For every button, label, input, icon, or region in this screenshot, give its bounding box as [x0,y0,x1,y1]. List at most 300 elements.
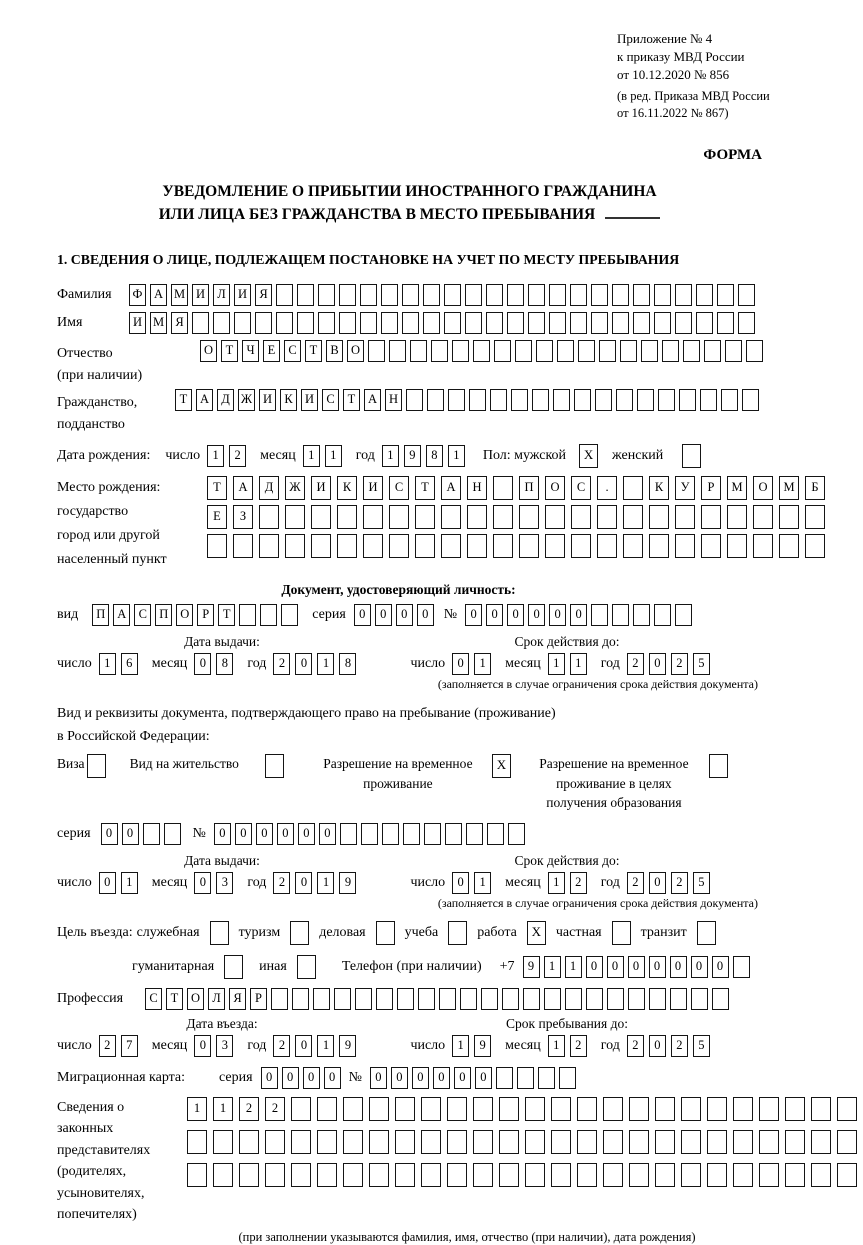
char-cell[interactable]: 0 [370,1067,387,1089]
char-cell[interactable]: 2 [273,653,290,675]
char-cell[interactable] [502,988,519,1010]
char-cell[interactable] [343,1130,363,1154]
char-cell[interactable]: У [675,476,695,500]
char-cell[interactable] [577,1163,597,1187]
char-cell[interactable] [517,1067,534,1089]
char-cell[interactable] [213,1163,233,1187]
char-cell[interactable]: 2 [99,1035,116,1057]
char-cell[interactable] [421,1097,441,1121]
char-cell[interactable] [616,389,633,411]
char-cell[interactable] [574,389,591,411]
char-cell[interactable] [389,534,409,558]
char-cell[interactable]: Ф [129,284,146,306]
char-cell[interactable] [649,505,669,529]
char-cell[interactable] [423,284,440,306]
char-cell[interactable] [649,988,666,1010]
char-cell[interactable]: И [301,389,318,411]
char-cell[interactable] [441,505,461,529]
char-cell[interactable] [785,1163,805,1187]
purpose-sluzhebnaya-checkbox[interactable] [210,921,229,945]
char-cell[interactable]: 1 [448,445,465,467]
char-cell[interactable]: 9 [339,1035,356,1057]
char-cell[interactable] [536,340,553,362]
char-cell[interactable] [473,340,490,362]
char-cell[interactable] [493,505,513,529]
char-cell[interactable] [597,505,617,529]
char-cell[interactable] [696,312,713,334]
char-cell[interactable] [445,823,462,845]
char-cell[interactable]: М [779,476,799,500]
char-cell[interactable]: О [187,988,204,1010]
char-cell[interactable]: З [233,505,253,529]
char-cell[interactable] [591,312,608,334]
char-cell[interactable]: 0 [396,604,413,626]
char-cell[interactable] [239,604,256,626]
char-cell[interactable]: 0 [391,1067,408,1089]
char-cell[interactable] [549,312,566,334]
char-cell[interactable] [753,505,773,529]
char-cell[interactable]: 0 [433,1067,450,1089]
char-cell[interactable] [292,988,309,1010]
char-cell[interactable]: 8 [339,653,356,675]
char-cell[interactable]: 9 [404,445,421,467]
char-cell[interactable]: 0 [670,956,687,978]
char-cell[interactable]: Т [221,340,238,362]
char-cell[interactable]: О [176,604,193,626]
char-cell[interactable]: В [326,340,343,362]
char-cell[interactable] [532,389,549,411]
char-cell[interactable] [655,1163,675,1187]
char-cell[interactable] [707,1130,727,1154]
char-cell[interactable] [376,988,393,1010]
char-cell[interactable]: И [129,312,146,334]
char-cell[interactable]: 0 [607,956,624,978]
char-cell[interactable] [421,1130,441,1154]
char-cell[interactable]: 0 [295,1035,312,1057]
char-cell[interactable] [633,284,650,306]
char-cell[interactable]: 0 [319,823,336,845]
char-cell[interactable]: А [113,604,130,626]
char-cell[interactable] [577,1097,597,1121]
char-cell[interactable]: Р [701,476,721,500]
char-cell[interactable] [317,1130,337,1154]
char-cell[interactable] [469,389,486,411]
char-cell[interactable] [738,312,755,334]
char-cell[interactable]: 1 [548,653,565,675]
purpose-chastnaya-checkbox[interactable] [612,921,631,945]
char-cell[interactable]: 0 [452,653,469,675]
char-cell[interactable] [291,1130,311,1154]
char-cell[interactable] [427,389,444,411]
char-cell[interactable] [318,284,335,306]
char-cell[interactable] [727,505,747,529]
purpose-rabota-checkbox[interactable]: X [527,921,546,945]
char-cell[interactable]: Т [166,988,183,1010]
char-cell[interactable] [395,1130,415,1154]
char-cell[interactable] [717,284,734,306]
char-cell[interactable]: 1 [548,872,565,894]
char-cell[interactable] [403,823,420,845]
char-cell[interactable] [629,1130,649,1154]
char-cell[interactable] [519,534,539,558]
char-cell[interactable] [733,1097,753,1121]
char-cell[interactable] [586,988,603,1010]
char-cell[interactable]: 2 [671,1035,688,1057]
purpose-delovaya-checkbox[interactable] [376,921,395,945]
char-cell[interactable] [811,1130,831,1154]
char-cell[interactable] [623,534,643,558]
char-cell[interactable]: 0 [375,604,392,626]
char-cell[interactable] [675,505,695,529]
char-cell[interactable] [271,988,288,1010]
char-cell[interactable] [551,1097,571,1121]
char-cell[interactable] [239,1130,259,1154]
temp-residence-checkbox[interactable]: X [492,754,511,778]
char-cell[interactable]: 1 [544,956,561,978]
char-cell[interactable] [291,1097,311,1121]
char-cell[interactable] [481,988,498,1010]
char-cell[interactable] [448,389,465,411]
char-cell[interactable]: 5 [693,872,710,894]
char-cell[interactable] [779,534,799,558]
char-cell[interactable] [528,312,545,334]
char-cell[interactable] [607,988,624,1010]
char-cell[interactable]: О [200,340,217,362]
char-cell[interactable] [805,534,825,558]
char-cell[interactable] [402,312,419,334]
char-cell[interactable] [164,823,181,845]
char-cell[interactable] [439,988,456,1010]
char-cell[interactable] [259,534,279,558]
char-cell[interactable] [473,1097,493,1121]
char-cell[interactable]: 5 [693,653,710,675]
char-cell[interactable]: . [597,476,617,500]
char-cell[interactable]: 0 [256,823,273,845]
char-cell[interactable]: Д [217,389,234,411]
char-cell[interactable]: 2 [627,872,644,894]
char-cell[interactable] [701,534,721,558]
char-cell[interactable]: 0 [277,823,294,845]
char-cell[interactable]: Т [218,604,235,626]
char-cell[interactable]: 1 [99,653,116,675]
char-cell[interactable] [704,340,721,362]
char-cell[interactable]: 9 [523,956,540,978]
char-cell[interactable]: П [519,476,539,500]
char-cell[interactable]: М [171,284,188,306]
char-cell[interactable] [233,534,253,558]
char-cell[interactable]: И [234,284,251,306]
char-cell[interactable] [406,389,423,411]
char-cell[interactable]: 1 [325,445,342,467]
char-cell[interactable]: О [753,476,773,500]
char-cell[interactable] [727,534,747,558]
char-cell[interactable] [311,534,331,558]
char-cell[interactable]: Т [415,476,435,500]
char-cell[interactable]: 2 [229,445,246,467]
char-cell[interactable]: Ж [285,476,305,500]
char-cell[interactable] [628,988,645,1010]
char-cell[interactable]: 0 [194,1035,211,1057]
char-cell[interactable] [591,284,608,306]
char-cell[interactable]: И [311,476,331,500]
char-cell[interactable]: 0 [628,956,645,978]
char-cell[interactable] [431,340,448,362]
char-cell[interactable]: О [347,340,364,362]
char-cell[interactable] [397,988,414,1010]
char-cell[interactable]: Т [207,476,227,500]
char-cell[interactable] [559,1067,576,1089]
char-cell[interactable] [418,988,435,1010]
char-cell[interactable] [612,312,629,334]
char-cell[interactable]: 6 [121,653,138,675]
char-cell[interactable] [311,505,331,529]
char-cell[interactable]: С [284,340,301,362]
char-cell[interactable] [239,1163,259,1187]
char-cell[interactable]: 0 [214,823,231,845]
char-cell[interactable]: А [441,476,461,500]
char-cell[interactable] [599,340,616,362]
char-cell[interactable] [415,534,435,558]
char-cell[interactable]: 8 [426,445,443,467]
char-cell[interactable] [213,1130,233,1154]
char-cell[interactable]: 0 [452,872,469,894]
char-cell[interactable]: 0 [549,604,566,626]
char-cell[interactable] [670,988,687,1010]
char-cell[interactable]: 2 [239,1097,259,1121]
char-cell[interactable] [285,534,305,558]
char-cell[interactable]: 0 [649,653,666,675]
char-cell[interactable] [549,284,566,306]
char-cell[interactable] [447,1097,467,1121]
char-cell[interactable]: 0 [122,823,139,845]
char-cell[interactable] [499,1163,519,1187]
char-cell[interactable]: 1 [207,445,224,467]
char-cell[interactable] [465,284,482,306]
char-cell[interactable] [658,389,675,411]
char-cell[interactable] [612,604,629,626]
char-cell[interactable] [260,604,277,626]
char-cell[interactable] [508,823,525,845]
char-cell[interactable] [570,312,587,334]
char-cell[interactable]: С [145,988,162,1010]
char-cell[interactable]: 1 [382,445,399,467]
char-cell[interactable]: 0 [412,1067,429,1089]
char-cell[interactable]: 1 [474,653,491,675]
char-cell[interactable]: 0 [194,872,211,894]
char-cell[interactable] [538,1067,555,1089]
char-cell[interactable]: С [389,476,409,500]
char-cell[interactable] [318,312,335,334]
char-cell[interactable] [360,284,377,306]
char-cell[interactable]: 5 [693,1035,710,1057]
char-cell[interactable] [486,284,503,306]
char-cell[interactable] [395,1097,415,1121]
char-cell[interactable] [679,389,696,411]
char-cell[interactable] [360,312,377,334]
char-cell[interactable] [707,1097,727,1121]
char-cell[interactable]: А [196,389,213,411]
char-cell[interactable] [297,312,314,334]
char-cell[interactable]: К [337,476,357,500]
char-cell[interactable]: 1 [565,956,582,978]
char-cell[interactable] [507,284,524,306]
char-cell[interactable]: 1 [303,445,320,467]
char-cell[interactable] [467,534,487,558]
char-cell[interactable] [759,1097,779,1121]
char-cell[interactable]: 0 [99,872,116,894]
purpose-tranzit-checkbox[interactable] [697,921,716,945]
char-cell[interactable]: М [727,476,747,500]
char-cell[interactable] [528,284,545,306]
char-cell[interactable] [681,1097,701,1121]
char-cell[interactable] [683,340,700,362]
char-cell[interactable]: К [280,389,297,411]
char-cell[interactable]: Я [171,312,188,334]
char-cell[interactable] [603,1130,623,1154]
char-cell[interactable] [681,1130,701,1154]
char-cell[interactable]: 2 [671,872,688,894]
char-cell[interactable]: Л [208,988,225,1010]
char-cell[interactable] [811,1097,831,1121]
char-cell[interactable] [363,534,383,558]
char-cell[interactable] [557,340,574,362]
char-cell[interactable] [313,988,330,1010]
char-cell[interactable] [525,1097,545,1121]
char-cell[interactable]: 1 [317,1035,334,1057]
char-cell[interactable] [691,988,708,1010]
sex-male-checkbox[interactable]: X [579,444,598,468]
char-cell[interactable] [276,284,293,306]
char-cell[interactable]: 1 [317,653,334,675]
char-cell[interactable] [707,1163,727,1187]
char-cell[interactable]: Д [259,476,279,500]
char-cell[interactable] [511,389,528,411]
char-cell[interactable]: Т [343,389,360,411]
char-cell[interactable]: 1 [548,1035,565,1057]
char-cell[interactable] [447,1163,467,1187]
char-cell[interactable] [545,505,565,529]
char-cell[interactable]: 1 [187,1097,207,1121]
char-cell[interactable]: Е [263,340,280,362]
char-cell[interactable]: Н [385,389,402,411]
char-cell[interactable] [369,1097,389,1121]
char-cell[interactable] [571,505,591,529]
char-cell[interactable] [519,505,539,529]
char-cell[interactable] [551,1130,571,1154]
char-cell[interactable] [675,312,692,334]
char-cell[interactable] [570,284,587,306]
char-cell[interactable]: 7 [121,1035,138,1057]
char-cell[interactable] [486,312,503,334]
char-cell[interactable] [473,1130,493,1154]
char-cell[interactable] [578,340,595,362]
char-cell[interactable]: 0 [528,604,545,626]
char-cell[interactable] [753,534,773,558]
char-cell[interactable] [460,988,477,1010]
char-cell[interactable]: И [259,389,276,411]
char-cell[interactable]: 1 [474,872,491,894]
char-cell[interactable] [415,505,435,529]
purpose-inaya-checkbox[interactable] [297,955,316,979]
char-cell[interactable]: Н [467,476,487,500]
sex-female-checkbox[interactable] [682,444,701,468]
char-cell[interactable] [779,505,799,529]
char-cell[interactable] [187,1163,207,1187]
char-cell[interactable] [382,823,399,845]
char-cell[interactable]: 0 [712,956,729,978]
char-cell[interactable] [381,284,398,306]
char-cell[interactable] [363,505,383,529]
char-cell[interactable]: 0 [354,604,371,626]
char-cell[interactable]: Р [250,988,267,1010]
char-cell[interactable] [369,1130,389,1154]
char-cell[interactable]: 2 [273,1035,290,1057]
char-cell[interactable] [381,312,398,334]
char-cell[interactable] [265,1163,285,1187]
char-cell[interactable]: 2 [627,653,644,675]
char-cell[interactable] [701,505,721,529]
char-cell[interactable]: А [150,284,167,306]
char-cell[interactable] [317,1163,337,1187]
char-cell[interactable] [805,505,825,529]
char-cell[interactable] [493,534,513,558]
char-cell[interactable]: 0 [649,872,666,894]
char-cell[interactable] [733,1130,753,1154]
char-cell[interactable] [255,312,272,334]
char-cell[interactable] [355,988,372,1010]
char-cell[interactable]: 2 [570,1035,587,1057]
char-cell[interactable]: 0 [475,1067,492,1089]
char-cell[interactable] [649,534,669,558]
char-cell[interactable] [343,1163,363,1187]
char-cell[interactable] [633,312,650,334]
char-cell[interactable]: С [322,389,339,411]
char-cell[interactable]: О [545,476,565,500]
char-cell[interactable] [368,340,385,362]
char-cell[interactable] [785,1097,805,1121]
char-cell[interactable] [837,1163,857,1187]
char-cell[interactable] [654,312,671,334]
char-cell[interactable] [738,284,755,306]
char-cell[interactable]: 1 [317,872,334,894]
char-cell[interactable] [641,340,658,362]
char-cell[interactable]: 2 [273,872,290,894]
char-cell[interactable]: 0 [261,1067,278,1089]
char-cell[interactable] [654,284,671,306]
char-cell[interactable] [733,1163,753,1187]
char-cell[interactable] [265,1130,285,1154]
char-cell[interactable] [334,988,351,1010]
char-cell[interactable] [595,389,612,411]
char-cell[interactable] [281,604,298,626]
char-cell[interactable]: 2 [671,653,688,675]
char-cell[interactable] [343,1097,363,1121]
char-cell[interactable] [452,340,469,362]
visa-checkbox[interactable] [87,754,106,778]
char-cell[interactable] [369,1163,389,1187]
char-cell[interactable] [620,340,637,362]
char-cell[interactable] [837,1130,857,1154]
char-cell[interactable]: Т [305,340,322,362]
char-cell[interactable] [637,389,654,411]
char-cell[interactable]: 0 [465,604,482,626]
char-cell[interactable] [785,1130,805,1154]
char-cell[interactable] [291,1163,311,1187]
char-cell[interactable] [655,1130,675,1154]
char-cell[interactable] [544,988,561,1010]
char-cell[interactable] [465,312,482,334]
char-cell[interactable] [725,340,742,362]
